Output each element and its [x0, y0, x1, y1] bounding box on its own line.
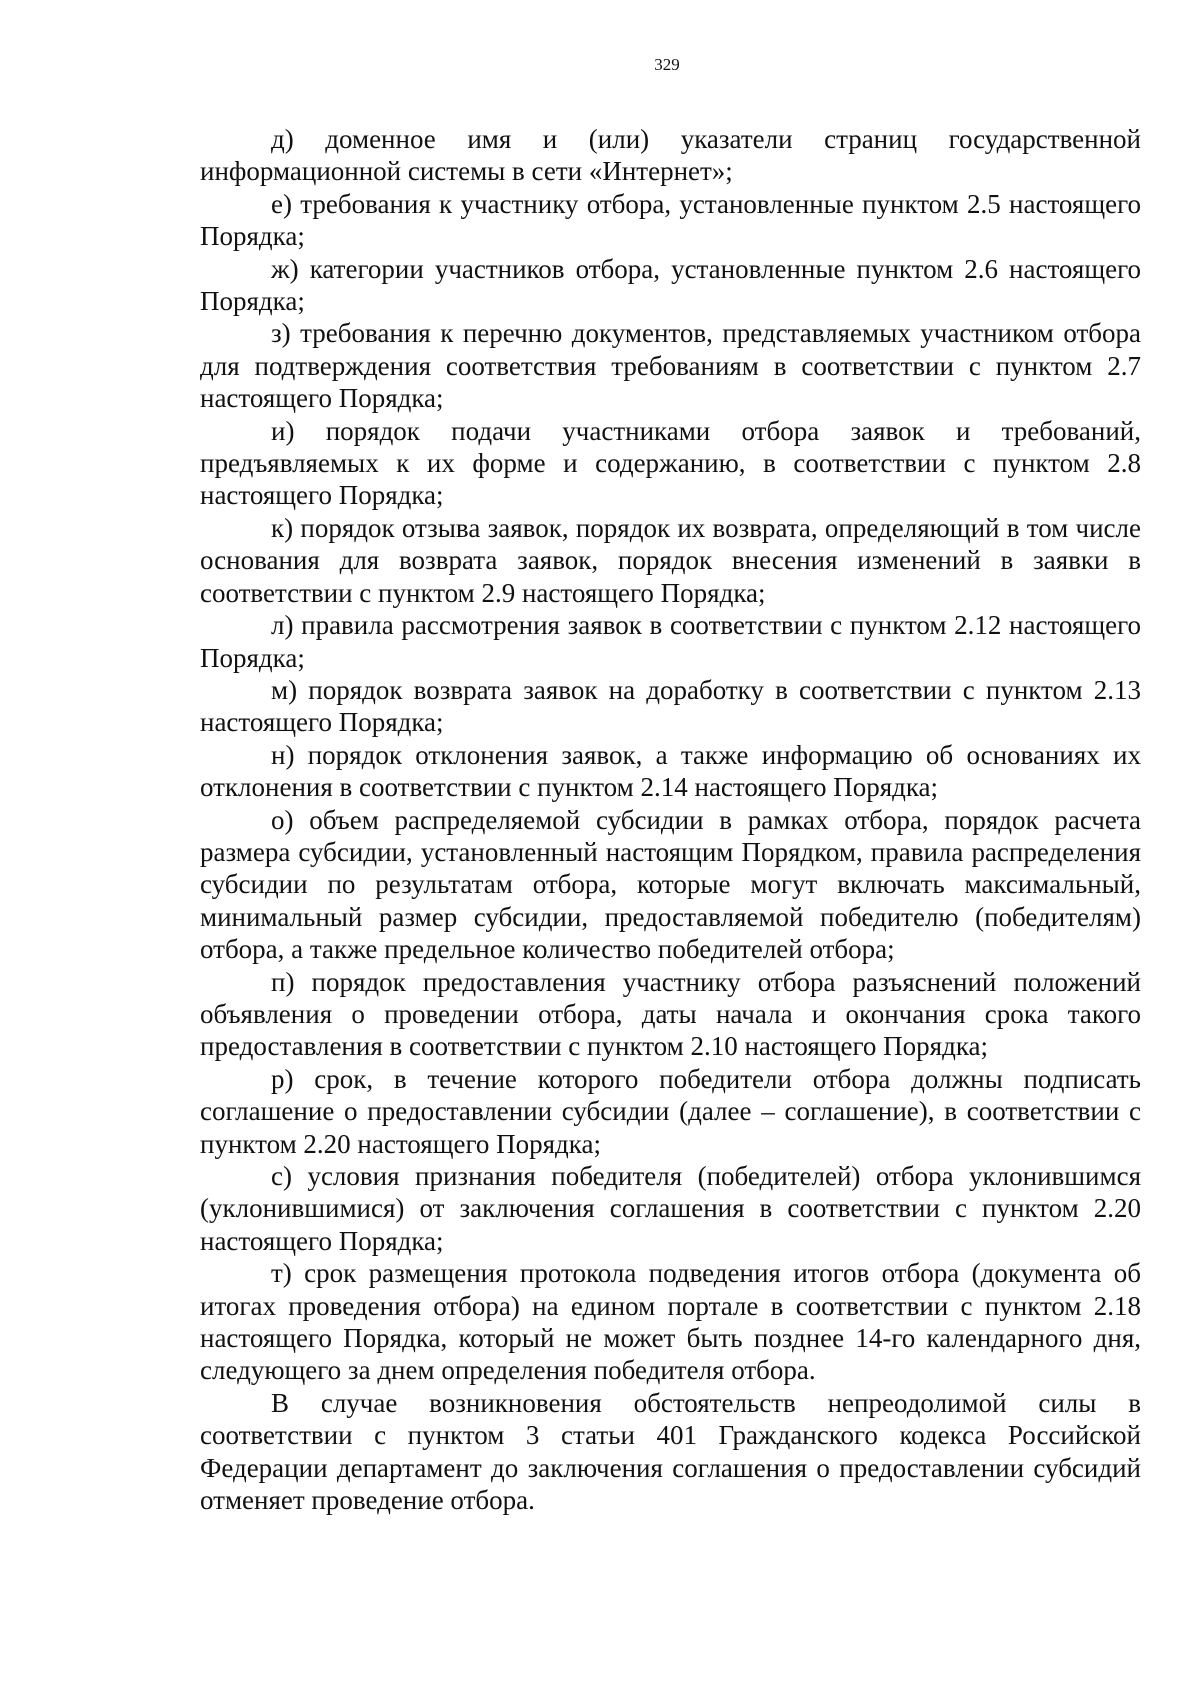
- item-z: з) требования к перечню документов, представляемых участником отбора для подтверждения соответствия требованиям в соответствии с пунктом 2.7 настоящего Порядка;: [200, 318, 1141, 414]
- page-number: 329: [654, 55, 680, 74]
- item-d: д) доменное имя и (или) указатели страниц государственной информационной системы в сети «Интернет»;: [200, 124, 1141, 187]
- item-i: и) порядок подачи участниками отбора заявок и требований, предъявляемых к их форме и содержанию, в соответствии с пунктом 2.8 настоящего Порядка;: [200, 415, 1141, 511]
- item-l: л) правила рассмотрения заявок в соответствии с пунктом 2.12 настоящего Порядка;: [200, 610, 1141, 673]
- item-e: е) требования к участнику отбора, установленные пунктом 2.5 настоящего Порядка;: [200, 188, 1141, 252]
- item-o: о) объем распределяемой субсидии в рамках отбора, порядок расчета размера субсидии, установленный настоящим Порядком, правила распределения субсидии по результатам отбора, которые могут включать максимальный, минимальный размер субсидии, предоставляемой победителю (победителям) отбора, а также предельное количество победителей отбора;: [200, 804, 1141, 965]
- item-t: т) срок размещения протокола подведения итогов отбора (документа об итогах проведения отбора) на едином портале в соответствии с пунктом 2.18 настоящего Порядка, который не может быть позднее 14-го календарного дня, следующего за днем определения победителя отбора.: [200, 1258, 1141, 1386]
- item-n: н) порядок отклонения заявок, а также информацию об основаниях их отклонения в соответствии с пунктом 2.14 настоящего Порядка;: [200, 739, 1141, 803]
- item-r: р) срок, в течение которого победители отбора должны подписать соглашение о предоставлении субсидии (далее – соглашение), в соответствии с пунктом 2.20 настоящего Порядка;: [200, 1063, 1141, 1159]
- document-body: [200, 123, 1141, 1516]
- item-m: м) порядок возврата заявок на доработку в соответствии с пунктом 2.13 настоящего Порядка;: [200, 674, 1141, 738]
- item-k: к) порядок отзыва заявок, порядок их возврата, определяющий в том числе основания для возврата заявок, порядок внесения изменений в заявки в соответствии с пунктом 2.9 настоящего Порядка;: [200, 512, 1141, 608]
- item-zh: ж) категории участников отбора, установленные пунктом 2.6 настоящего Порядка;: [200, 253, 1141, 317]
- force-majeure-paragraph: В случае возникновения обстоятельств непреодолимой силы в соответствии с пунктом 3 статьи 401 Гражданского кодекса Российской Федерации департамент до заключения соглашения о предоставлении субсидий отменяет проведение отбора.: [200, 1387, 1141, 1516]
- item-p: п) порядок предоставления участнику отбора разъяснений положений объявления о проведении отбора, даты начала и окончания срока такого предоставления в соответствии с пунктом 2.10 настоящего Порядка;: [200, 966, 1141, 1062]
- item-s: с) условия признания победителя (победителей) отбора уклонившимся (уклонившимися) от заключения соглашения в соответствии с пунктом 2.20 настоящего Порядка;: [200, 1161, 1141, 1256]
